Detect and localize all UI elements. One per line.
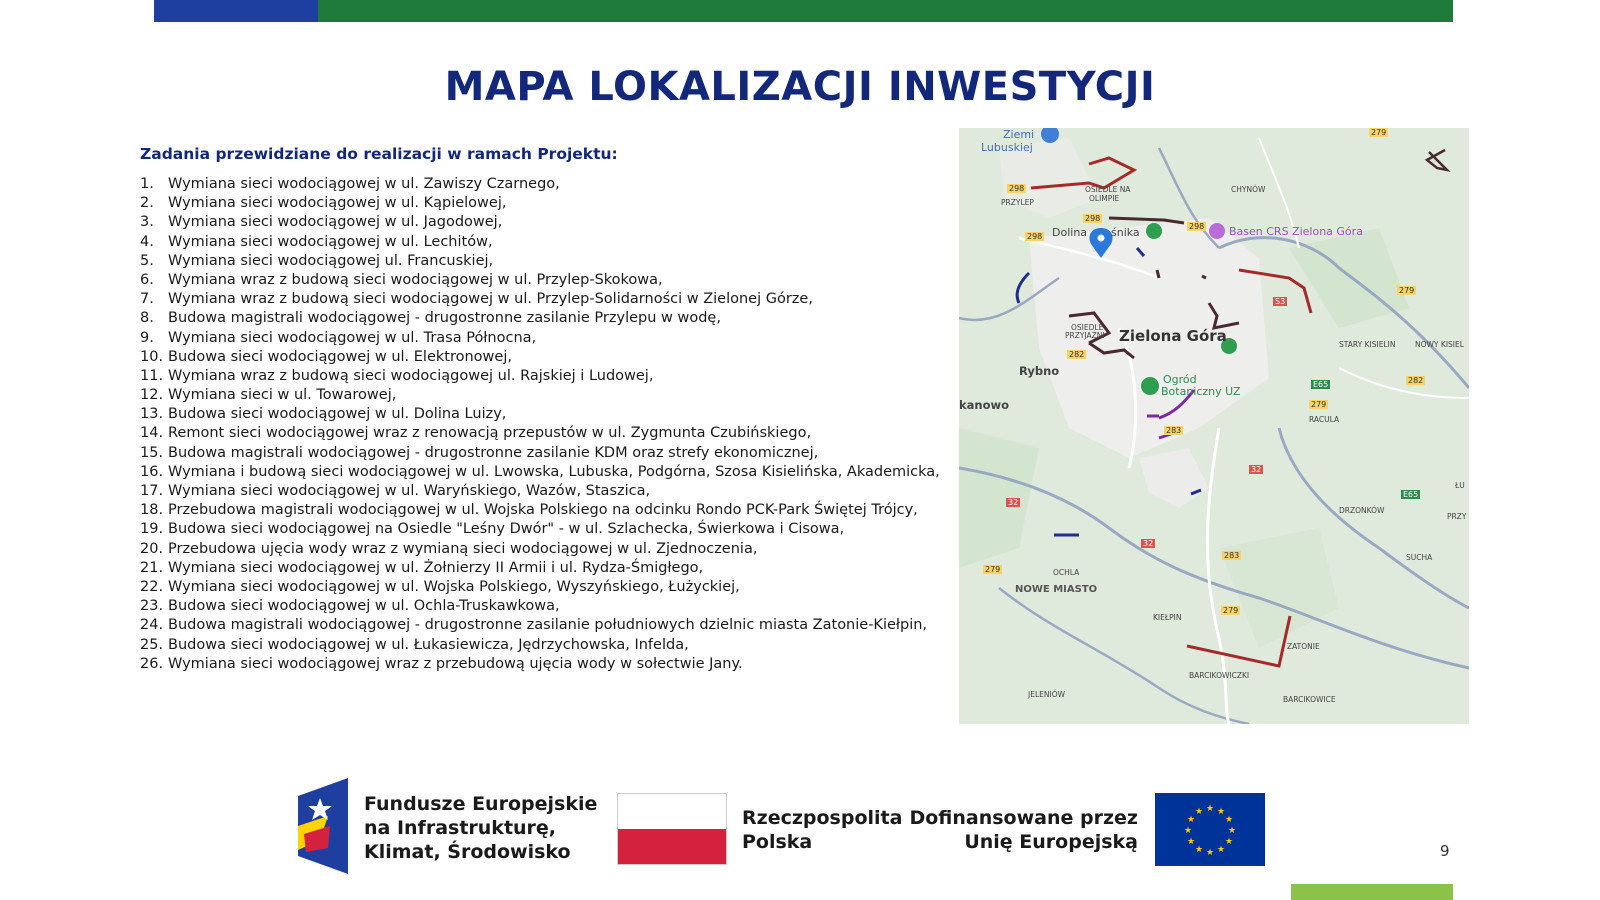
eu-flag-icon: [1155, 793, 1265, 866]
list-item-number: 3.: [140, 214, 154, 231]
list-item-text: Budowa magistrali wodociągowej - drugostronne zasilanie KDM oraz strefy ekonomicznej,: [168, 444, 819, 461]
eu-funding-text: [880, 806, 1138, 854]
list-item-number: 25.: [140, 636, 164, 653]
list-item: [140, 501, 960, 520]
svg-text:★: ★: [1216, 807, 1226, 817]
map-label-ogrod: Ogród: [1163, 373, 1197, 386]
list-item-text: Wymiana sieci wodociągowej ul. Francuskiej,: [168, 252, 494, 269]
pl-line-2: Polska: [742, 831, 813, 853]
list-item-text: Wymiana i budową sieci wodociągowej w ul. Lwowska, Lubuska, Podgórna, Szosa Kisielińska, Akademicka,: [168, 463, 940, 480]
fe-line-2: na Infrastrukturę,: [364, 817, 557, 839]
list-item-number: 2.: [140, 195, 154, 212]
list-item-number: 26.: [140, 655, 164, 672]
list-item-number: 9.: [140, 329, 154, 346]
list-item-number: 21.: [140, 559, 164, 576]
list-item-number: 5.: [140, 252, 154, 269]
list-item: [140, 233, 960, 252]
road-badge: 283: [1166, 426, 1182, 435]
road-badge: 279: [985, 565, 1001, 574]
road-badge: 279: [1371, 128, 1387, 137]
list-item-text: Wymiana wraz z budową sieci wodociągowej w ul. Przylep-Solidarności w Zielonej Górze,: [168, 291, 813, 308]
svg-text:★: ★: [1227, 826, 1237, 836]
map-label-racula: RACULA: [1309, 415, 1340, 424]
map-label-drzonkow: DRZONKÓW: [1339, 506, 1385, 515]
map-label-dolina: Dolina: [1052, 226, 1088, 239]
svg-text:★: ★: [1224, 815, 1234, 825]
list-item-text: Wymiana sieci wodociągowej wraz z przebudową ujęcia wody w sołectwie Jany.: [168, 655, 743, 672]
list-item: [140, 597, 960, 616]
list-item-number: 24.: [140, 617, 164, 634]
map-label-barcikowice: BARCIKOWICE: [1283, 695, 1336, 704]
map-label-kielpin: KIEŁPIN: [1153, 613, 1182, 622]
page-title: MAPA LOKALIZACJI INWESTYCJI: [444, 64, 1156, 110]
list-item-text: Wymiana sieci wodociągowej w ul. Żołnierzy II Armii i ul. Rydza-Śmigłego,: [168, 559, 704, 576]
list-item-number: 20.: [140, 540, 164, 557]
list-item-text: Wymiana sieci wodociągowej w ul. Wojska Polskiego, Wyszyńskiego, Łużyckiej,: [168, 578, 740, 595]
road-badge: 279: [1311, 400, 1327, 409]
list-item-number: 11.: [140, 367, 164, 384]
list-item: [140, 309, 960, 328]
tasks-list: [140, 175, 960, 674]
pl-line-1: Rzeczpospolita: [742, 807, 903, 829]
list-item-text: Wymiana wraz z budową sieci wodociągowej ul. Rajskiej i Ludowej,: [168, 367, 654, 384]
list-item-number: 4.: [140, 233, 154, 250]
map-label-przy: PRZY: [1447, 512, 1467, 521]
map-label-przyjazni: PRZYJAŹNI: [1065, 331, 1105, 340]
road-badge: 279: [1399, 286, 1415, 295]
top-bar-blue: [154, 0, 318, 22]
list-item-text: Remont sieci wodociągowej wraz z renowacją przepustów w ul. Zygmunta Czubińskiego,: [168, 425, 812, 442]
map-label-sucha: SUCHA: [1406, 553, 1433, 562]
fundusze-europejskie-text: [364, 792, 597, 864]
road-badge: 298: [1189, 222, 1205, 231]
list-item-text: Wymiana sieci wodociągowej w ul. Jagodowej,: [168, 214, 503, 231]
list-item: [140, 463, 960, 482]
list-item-number: 23.: [140, 598, 164, 615]
svg-text:★: ★: [1205, 804, 1215, 814]
map-label-olimpie: OLIMPIE: [1089, 194, 1120, 203]
list-item: [140, 252, 960, 271]
list-item: [140, 578, 960, 597]
svg-text:★: ★: [1205, 848, 1215, 858]
fe-line-1: Fundusze Europejskie: [364, 793, 598, 815]
eu-line-2: Unię Europejską: [964, 831, 1138, 853]
road-badge: 298: [1085, 214, 1101, 223]
list-item-text: Wymiana sieci wodociągowej w ul. Kąpielowej,: [168, 195, 507, 212]
list-item: [140, 194, 960, 213]
svg-text:★: ★: [1186, 837, 1196, 847]
polish-flag-icon: [617, 793, 727, 865]
map-label-nowe-miasto: NOWE MIASTO: [1015, 584, 1098, 595]
list-item-text: Budowa sieci wodociągowej w ul. Elektronowej,: [168, 348, 512, 365]
list-item-text: Budowa sieci wodociągowej w ul. Dolina Luizy,: [168, 406, 507, 423]
road-badge: S3: [1275, 297, 1286, 306]
road-badge: 283: [1224, 551, 1240, 560]
list-item-text: Wymiana sieci wodociągowej w ul. Zawiszy Czarnego,: [168, 176, 560, 192]
map-label-chynow: CHYNÓW: [1231, 185, 1266, 194]
fe-line-3: Klimat, Środowisko: [364, 841, 571, 863]
list-item-number: 19.: [140, 521, 164, 538]
tasks-subtitle: Zadania przewidziane do realizacji w ramach Projektu:: [140, 145, 618, 163]
list-item: [140, 213, 960, 232]
list-item: [140, 348, 960, 367]
list-item: [140, 540, 960, 559]
list-item: [140, 424, 960, 443]
road-badge: 282: [1408, 376, 1424, 385]
svg-text:★: ★: [1194, 845, 1204, 855]
road-badge: 32: [1008, 498, 1019, 507]
investment-map: [959, 128, 1469, 724]
list-item: [140, 329, 960, 348]
map-label-ziemia: Ziemi: [1003, 128, 1035, 141]
list-item-text: Wymiana sieci w ul. Towarowej,: [168, 387, 397, 404]
list-item: [140, 616, 960, 635]
list-item-number: 12.: [140, 387, 164, 404]
map-label-barcikowiczki: BARCIKOWICZKI: [1189, 671, 1250, 680]
road-badge: E65: [1313, 380, 1329, 389]
svg-text:★: ★: [1224, 837, 1234, 847]
svg-text:★: ★: [1186, 815, 1196, 825]
map-label-stary-kisielin: STARY KISIELIN: [1339, 340, 1396, 349]
map-label-rybno: Rybno: [1019, 364, 1060, 378]
list-item: [140, 367, 960, 386]
map-label-nowy-kisiel: NOWY KISIEL: [1415, 340, 1464, 349]
map-label-dolina-2: śnika: [1111, 226, 1140, 239]
list-item-number: 1.: [140, 176, 154, 192]
map-label-osiedle-na-olimpie: OSIEDLE NA: [1085, 185, 1131, 194]
map-label-lu: ŁU: [1455, 481, 1465, 490]
svg-text:★: ★: [1194, 807, 1204, 817]
road-badge: 32: [1251, 465, 1262, 474]
list-item-text: Wymiana sieci wodociągowej w ul. Trasa Północna,: [168, 329, 537, 346]
map-label-przylep: PRZYLEP: [1001, 198, 1034, 207]
list-item-number: 15.: [140, 444, 164, 461]
map-label-zatonie: ZATONIE: [1287, 642, 1320, 651]
list-item: [140, 520, 960, 539]
list-item: [140, 175, 960, 194]
list-item-text: Wymiana wraz z budową sieci wodociągowej w ul. Przylep-Skokowa,: [168, 271, 663, 288]
list-item: [140, 636, 960, 655]
road-badge: 298: [1027, 232, 1043, 241]
list-item: [140, 444, 960, 463]
list-item-text: Wymiana sieci wodociągowej w ul. Waryńskiego, Wazów, Staszica,: [168, 483, 651, 499]
list-item-text: Budowa sieci wodociągowej w ul. Ochla-Truskawkowa,: [168, 598, 560, 615]
list-item-number: 16.: [140, 463, 164, 480]
list-item: [140, 559, 960, 578]
top-bar-green: [318, 0, 1453, 22]
list-item-text: Budowa magistrali wodociągowej - drugostronne zasilanie południowych dzielnic miasta Zatonie-Kiełpin,: [168, 617, 928, 634]
bottom-accent-bar: [1291, 884, 1453, 900]
map-label-ochla: OCHLA: [1053, 568, 1080, 577]
road-badge: 32: [1143, 539, 1154, 548]
list-item-text: Budowa sieci wodociągowej na Osiedle "Leśny Dwór" - w ul. Szlachecka, Świerkowa i Cisowa,: [168, 521, 845, 538]
eu-line-1: Dofinansowane przez: [909, 807, 1138, 829]
map-label-osiedle-przyjazni: OSIEDLE: [1071, 323, 1104, 332]
map-label-zielona-gora: Zielona Góra: [1119, 327, 1227, 345]
list-item-text: Przebudowa ujęcia wody wraz z wymianą sieci wodociągowej w ul. Zjednoczenia,: [168, 540, 758, 557]
list-item-number: 6.: [140, 271, 154, 288]
map-graphics: [959, 128, 1469, 724]
list-item-number: 18.: [140, 502, 164, 519]
list-item-text: Wymiana sieci wodociągowej w ul. Lechitów,: [168, 233, 493, 250]
list-item-number: 10.: [140, 348, 164, 365]
road-badge: 282: [1069, 350, 1085, 359]
svg-text:★: ★: [1216, 845, 1226, 855]
map-label-botaniczny: Botaniczny UZ: [1161, 385, 1241, 398]
map-label-jeleniow: JELENIÓW: [1028, 690, 1066, 699]
map-label-lubuskiej: Lubuskiej: [981, 141, 1033, 154]
fundusze-europejskie-logo-icon: [298, 778, 348, 874]
list-item: [140, 386, 960, 405]
list-item: [140, 405, 960, 424]
list-item: [140, 655, 960, 674]
list-item: [140, 271, 960, 290]
map-label-kanowo: kanowo: [959, 398, 1010, 412]
list-item: [140, 290, 960, 309]
list-item-number: 8.: [140, 310, 154, 327]
list-item-number: 22.: [140, 578, 164, 595]
road-badge: 298: [1009, 184, 1025, 193]
list-item-number: 7.: [140, 291, 154, 308]
list-item-number: 14.: [140, 425, 164, 442]
list-item-text: Przebudowa magistrali wodociągowej w ul. Wojska Polskiego na odcinku Rondo PCK-Park Świętej Trójcy,: [168, 502, 918, 519]
list-item-text: Budowa sieci wodociągowej w ul. Łukasiewicza, Jędrzychowska, Infelda,: [168, 636, 689, 653]
list-item-number: 17.: [140, 483, 164, 499]
svg-text:★: ★: [1183, 826, 1193, 836]
map-label-basen: Basen CRS Zielona Góra: [1229, 225, 1363, 238]
list-item-number: 13.: [140, 406, 164, 423]
list-item-text: Budowa magistrali wodociągowej - drugostronne zasilanie Przylepu w wodę,: [168, 310, 721, 327]
page-number: 9: [1440, 842, 1450, 860]
road-badge: E65: [1403, 490, 1419, 499]
rzeczpospolita-polska-text: [742, 806, 902, 854]
road-badge: 279: [1223, 606, 1239, 615]
list-item: [140, 482, 960, 501]
